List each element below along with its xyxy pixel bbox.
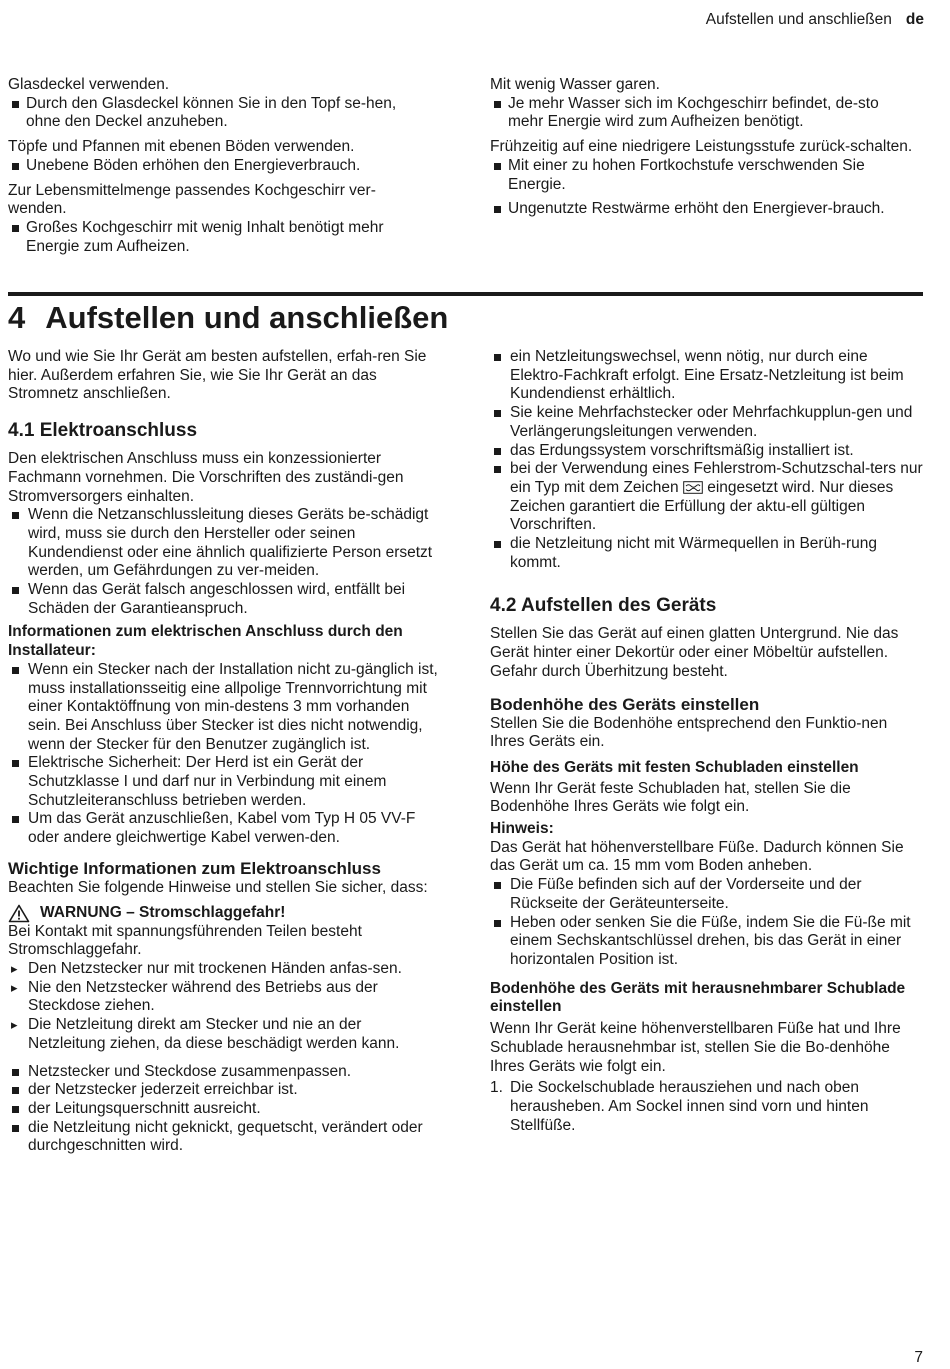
list-item: die Netzleitung nicht mit Wärmequellen in Berüh-rung kommt.	[490, 535, 925, 572]
rcd-text-before: bei der Verwendung eines Fehlerstrom-Schutzschal-ters nur ein Typ mit dem Zeichen	[510, 460, 923, 496]
important-info-text: Beachten Sie folgende Hinweise und stellen Sie sicher, dass:	[8, 878, 428, 896]
important-info-heading: Wichtige Informationen zum Elektroanschluss	[8, 858, 381, 878]
tip-glass-lid: Glasdeckel verwenden.	[8, 76, 170, 93]
floor-height-text: Stellen Sie die Bodenhöhe entsprechend den Funktio-nen Ihres Geräts ein.	[490, 714, 888, 751]
list-item-rcd	[490, 460, 925, 535]
fixed-drawers-heading: Höhe des Geräts mit festen Schubladen einstellen	[490, 758, 859, 776]
top-right-column	[490, 76, 915, 219]
warning-title-text: WARNUNG – Stromschlaggefahr!	[40, 903, 286, 921]
page-number: 7	[914, 1349, 923, 1366]
warning-step: ▸ Die Netzleitung direkt am Stecker und nie an der Netzleitung ziehen, da diese beschädigt werden kann.	[8, 1016, 443, 1053]
tip-lower-level-detail: Mit einer zu hohen Fortkochstufe verschwenden Sie Energie.	[490, 157, 915, 194]
tip-little-water: Mit wenig Wasser garen.	[490, 76, 660, 93]
warning-text: Bei Kontakt mit spannungsführenden Teilen besteht Stromschlaggefahr.	[8, 922, 362, 959]
step-text: Die Sockelschublade herausziehen und nach oben herausheben. Am Sockel innen sind vorn und hinten Stellfüße.	[510, 1079, 869, 1134]
tip-little-water-detail: Je mehr Wasser sich im Kochgeschirr befindet, de-sto mehr Energie wird zum Aufheizen benötigt.	[490, 95, 915, 132]
tip-flat-bottom-detail: Unebene Böden erhöhen den Energieverbrauch.	[8, 157, 423, 176]
list-item: Wenn ein Stecker nach der Installation nicht zu-gänglich ist, muss installationsseitig eine allpolige Trennvorrichtung mit einer Kontaktöffnung von min-destens 3 mm vorhanden sein. Bei Anschluss über Stecker ist dies nicht notwendig, wenn der Stecker für den Benutzer zugänglich ist.	[8, 661, 443, 755]
list-item: der Leitungsquerschnitt ausreicht.	[8, 1100, 443, 1119]
section-4-1-heading: 4.1 Elektroanschluss	[8, 420, 198, 442]
left-column	[8, 348, 443, 1156]
note-label: Hinweis:	[490, 820, 554, 838]
warning-step: ▸ Nie den Netzstecker während des Betriebs aus der Steckdose ziehen.	[8, 979, 443, 1016]
right-column	[490, 348, 925, 1135]
list-item: der Netzstecker jederzeit erreichbar ist.	[8, 1081, 443, 1100]
tip-matching-cookware: Zur Lebensmittelmenge passendes Kochgeschirr ver-wenden.	[8, 181, 376, 218]
header-section: Aufstellen und anschließen	[705, 11, 892, 28]
chapter-intro: Wo und wie Sie Ihr Gerät am besten aufstellen, erfah-ren Sie hier. Außerdem erfahren Sie, wie Sie Ihr Gerät an das Stromnetz anschließen.	[8, 348, 427, 403]
list-item: ein Netzleitungswechsel, wenn nötig, nur durch eine Elektro-Fachkraft erfolgt. Eine Ersatz-Netzleitung ist beim Kundendienst erhältlich.	[490, 348, 925, 404]
section-4-1-text: Den elektrischen Anschluss muss ein konzessionierter Fachmann vornehmen. Die Vorschriften des zuständi-gen Stromversorgers einhalten.	[8, 450, 404, 505]
fixed-drawers-text: Wenn Ihr Gerät feste Schubladen hat, stellen Sie die Bodenhöhe Ihres Geräts wie folgt ein.	[490, 779, 851, 816]
warning-title	[8, 904, 443, 923]
rcd-text-after: eingesetzt wird. Nur dieses Zeichen garantiert die Erfüllung der aktu-ell gültigen Vorschriften.	[510, 478, 894, 534]
tip-flat-bottom: Töpfe und Pfannen mit ebenen Böden verwenden.	[8, 138, 355, 156]
chapter-title	[8, 296, 448, 340]
warning-triangle-icon	[8, 904, 30, 923]
list-item: das Erdungssystem vorschriftsmäßig installiert ist.	[490, 442, 925, 461]
step-item	[490, 1079, 925, 1135]
list-item: Wenn das Gerät falsch angeschlossen wird, entfällt bei Schäden der Garantieanspruch.	[8, 581, 443, 618]
top-left-column	[8, 76, 423, 256]
list-item: die Netzleitung nicht geknickt, gequetscht, verändert oder durchgeschnitten wird.	[8, 1119, 443, 1156]
warning-step: ▸ Den Netzstecker nur mit trockenen Händen anfas-sen.	[8, 960, 443, 979]
removable-drawer-heading: Bodenhöhe des Geräts mit herausnehmbarer Schublade einstellen	[490, 979, 906, 1016]
removable-drawer-text: Wenn Ihr Gerät keine höhenverstellbaren Füße hat und Ihre Schublade herausnehmbar ist, stellen Sie die Bo-denhöhe Ihres Geräts wie folgt ein.	[490, 1020, 901, 1075]
installer-info-heading: Informationen zum elektrischen Anschluss durch den Installateur:	[8, 623, 403, 660]
floor-height-heading: Bodenhöhe des Geräts einstellen	[490, 694, 760, 714]
chapter-number: 4	[8, 300, 26, 335]
list-item: Netzstecker und Steckdose zusammenpassen.	[8, 1063, 443, 1082]
tip-glass-lid-detail: Durch den Glasdeckel können Sie in den Topf se-hen, ohne den Deckel anzuheben.	[8, 95, 423, 132]
list-item: Wenn die Netzanschlussleitung dieses Geräts be-schädigt wird, muss sie durch den Hersteller oder seinen Kundendienst oder eine ähnlich qualifizierte Person ersetzt werden, um Gefährdungen zu ver-meiden.	[8, 506, 443, 581]
chapter-heading: Aufstellen und anschließen	[45, 300, 449, 335]
list-item: Heben oder senken Sie die Füße, indem Sie die Fü-ße mit einem Sechskantschlüssel drehen, bis das Gerät in einer horizontalen Position ist.	[490, 914, 925, 970]
tip-lower-level: Frühzeitig auf eine niedrigere Leistungsstufe zurück-schalten.	[490, 138, 913, 156]
header-language: de	[905, 11, 924, 28]
running-header	[706, 11, 924, 30]
tip-residual-heat: Ungenutzte Restwärme erhöht den Energiever-brauch.	[490, 200, 915, 219]
note-text: Das Gerät hat höhenverstellbare Füße. Dadurch können Sie das Gerät um ca. 15 mm vom Boden anheben.	[490, 838, 904, 875]
list-item: Sie keine Mehrfachstecker oder Mehrfachkupplun-gen und Verlängerungsleitungen verwenden.	[490, 404, 925, 441]
list-item: Die Füße befinden sich auf der Vorderseite und der Rückseite der Geräteunterseite.	[490, 876, 925, 913]
list-item: Elektrische Sicherheit: Der Herd ist ein Gerät der Schutzklasse I und darf nur in Verbindung mit einem Schutzleiteranschluss betrieben werden.	[8, 754, 443, 810]
section-4-2-heading: 4.2 Aufstellen des Geräts	[490, 595, 717, 617]
tip-matching-cookware-detail: Großes Kochgeschirr mit wenig Inhalt benötigt mehr Energie zum Aufheizen.	[8, 219, 423, 256]
list-item: Um das Gerät anzuschließen, Kabel vom Typ H 05 VV-F oder andere gleichwertige Kabel verwen-den.	[8, 810, 443, 847]
rcd-symbol-icon	[683, 481, 703, 494]
step-number: 1.	[490, 1079, 503, 1097]
section-4-2-text: Stellen Sie das Gerät auf einen glatten Untergrund. Nie das Gerät hinter einer Dekortür oder einer Möbeltür aufstellen. Gefahr durch Überhitzung besteht.	[490, 625, 899, 680]
